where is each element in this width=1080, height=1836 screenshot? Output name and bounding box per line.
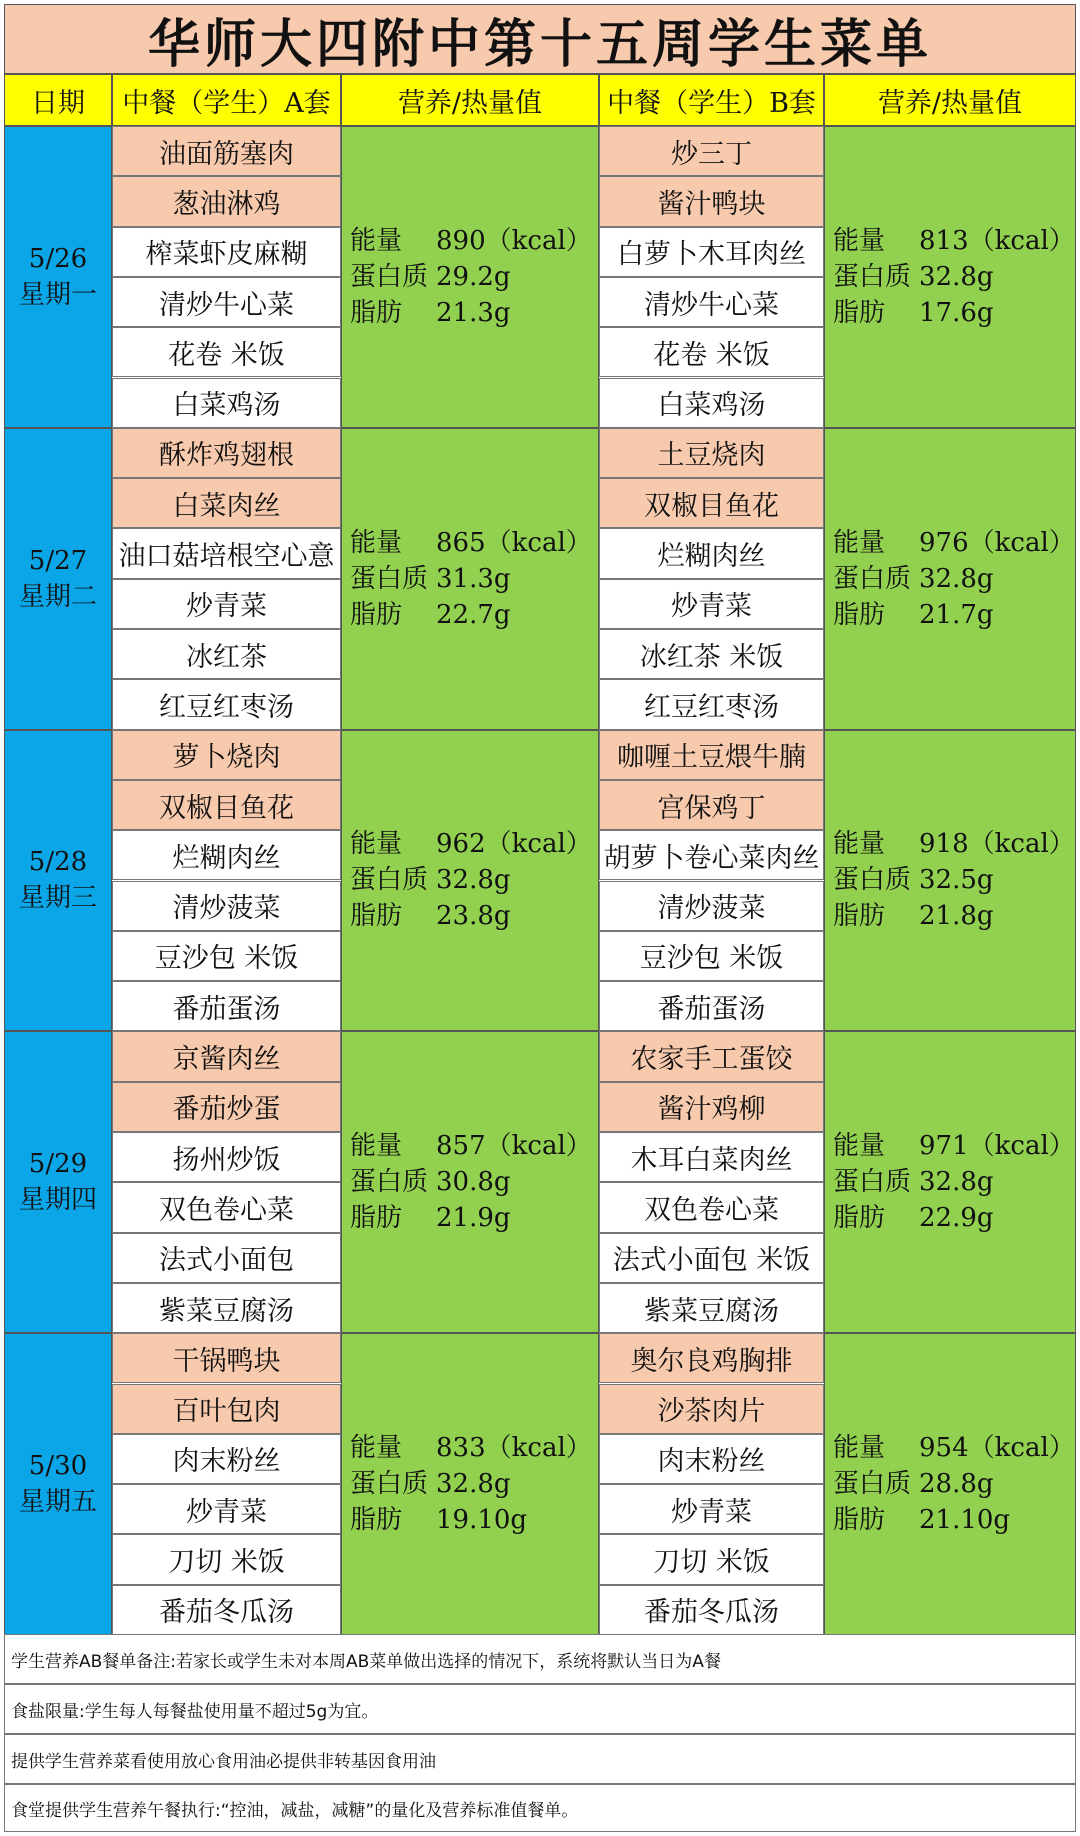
note-line: 食堂提供学生营养午餐执行:“控油，减盐，减糖”的量化及营养标准值餐单。	[4, 1784, 1076, 1832]
nutrition-value-protein: 32.8g	[919, 261, 994, 292]
nutrition-value-energy: 865（kcal）	[436, 527, 592, 558]
nutrition-value-energy: 857（kcal）	[436, 1131, 592, 1162]
nutrition-row-fat	[833, 1200, 994, 1236]
nutrition-row-energy	[833, 826, 1075, 862]
nutrition-value-protein: 32.8g	[919, 1167, 994, 1198]
dish-a: 豆沙包 米饭	[112, 931, 341, 981]
nutrition-value-fat: 21.9g	[436, 1203, 511, 1234]
header-nutrition-a: 营养/热量值	[341, 74, 599, 126]
nutrition-row-fat	[833, 898, 994, 934]
nutrition-row-fat	[350, 1502, 527, 1538]
dish-a: 白菜肉丝	[112, 478, 341, 528]
nutrition-label-fat: 脂肪	[833, 297, 886, 328]
weekday-label: 星期三	[18, 883, 97, 914]
nutrition-row-protein	[350, 1466, 511, 1502]
nutrition-row-energy	[833, 1430, 1075, 1466]
date-label: 5/30	[28, 1451, 88, 1482]
nutrition-cell-a	[341, 126, 599, 428]
nutrition-row-fat	[350, 898, 511, 934]
nutrition-value-protein: 28.8g	[919, 1469, 994, 1500]
nutrition-value-energy: 971（kcal）	[919, 1131, 1075, 1162]
dish-b: 清炒牛心菜	[599, 277, 824, 327]
dish-a: 紫菜豆腐汤	[112, 1283, 341, 1333]
dish-b: 炒青菜	[599, 1484, 824, 1534]
nutrition-label-energy: 能量	[350, 527, 403, 558]
nutrition-value-fat: 21.3g	[436, 297, 511, 328]
note-line: 提供学生营养菜看使用放心食用油必提供非转基因食用油	[4, 1734, 1076, 1784]
dish-b: 清炒菠菜	[599, 881, 824, 931]
note-line: 学生营养AB餐单备注:若家长或学生未对本周AB菜单做出选择的情况下，系统将默认当日为A餐	[4, 1634, 1076, 1684]
dish-a: 榨菜虾皮麻糊	[112, 227, 341, 277]
dish-a: 扬州炒饭	[112, 1132, 341, 1182]
nutrition-row-fat	[833, 295, 994, 331]
dish-b: 紫菜豆腐汤	[599, 1283, 824, 1333]
nutrition-label-protein: 蛋白质	[350, 1469, 429, 1500]
nutrition-row-protein	[833, 1466, 994, 1502]
dish-a: 番茄蛋汤	[112, 981, 341, 1031]
dish-a: 双椒目鱼花	[112, 780, 341, 830]
nutrition-value-energy: 813（kcal）	[919, 225, 1075, 256]
nutrition-row-protein	[350, 862, 511, 898]
dish-b: 红豆红枣汤	[599, 679, 824, 729]
dish-b: 宫保鸡丁	[599, 780, 824, 830]
dish-a: 肉末粉丝	[112, 1434, 341, 1484]
date-cell	[4, 1333, 112, 1635]
nutrition-row-energy	[833, 525, 1075, 561]
nutrition-row-energy	[833, 1128, 1075, 1164]
date-label: 5/26	[28, 243, 88, 274]
nutrition-label-energy: 能量	[833, 829, 886, 860]
nutrition-cell-b	[824, 730, 1076, 1032]
nutrition-label-protein: 蛋白质	[350, 1167, 429, 1198]
dish-a: 双色卷心菜	[112, 1182, 341, 1232]
dish-a: 萝卜烧肉	[112, 730, 341, 780]
dish-a: 番茄冬瓜汤	[112, 1585, 341, 1635]
dish-b: 豆沙包 米饭	[599, 931, 824, 981]
nutrition-label-protein: 蛋白质	[833, 261, 912, 292]
nutrition-value-fat: 22.7g	[436, 599, 511, 630]
nutrition-label-energy: 能量	[350, 1433, 403, 1464]
dish-b: 白萝卜木耳肉丝	[599, 227, 824, 277]
nutrition-cell-a	[341, 730, 599, 1032]
nutrition-row-protein	[833, 1164, 994, 1200]
nutrition-cell-b	[824, 1333, 1076, 1635]
nutrition-value-energy: 890（kcal）	[436, 225, 592, 256]
nutrition-label-fat: 脂肪	[350, 1505, 403, 1536]
dish-b: 咖喱土豆煨牛腩	[599, 730, 824, 780]
nutrition-label-fat: 脂肪	[833, 901, 886, 932]
header-set-b: 中餐（学生）B套	[599, 74, 824, 126]
nutrition-cell-a	[341, 1031, 599, 1333]
nutrition-row-protein	[833, 862, 994, 898]
nutrition-label-energy: 能量	[833, 1131, 886, 1162]
dish-a: 油面筋塞肉	[112, 126, 341, 176]
nutrition-row-protein	[350, 561, 511, 597]
nutrition-label-energy: 能量	[350, 829, 403, 860]
nutrition-value-protein: 32.8g	[436, 865, 511, 896]
nutrition-value-protein: 32.5g	[919, 865, 994, 896]
dish-b: 冰红茶 米饭	[599, 629, 824, 679]
dish-a: 葱油淋鸡	[112, 176, 341, 226]
dish-b: 酱汁鸭块	[599, 176, 824, 226]
nutrition-value-fat: 21.7g	[919, 599, 994, 630]
dish-b: 刀切 米饭	[599, 1534, 824, 1584]
nutrition-label-protein: 蛋白质	[350, 865, 429, 896]
dish-b: 番茄蛋汤	[599, 981, 824, 1031]
dish-b: 奥尔良鸡胸排	[599, 1333, 824, 1383]
nutrition-value-energy: 954（kcal）	[919, 1433, 1075, 1464]
nutrition-row-protein	[833, 259, 994, 295]
dish-b: 农家手工蛋饺	[599, 1031, 824, 1081]
nutrition-row-fat	[350, 1200, 511, 1236]
dish-b: 番茄冬瓜汤	[599, 1585, 824, 1635]
nutrition-row-energy	[350, 826, 592, 862]
dish-b: 胡萝卜卷心菜肉丝	[599, 830, 824, 880]
nutrition-value-fat: 17.6g	[919, 297, 994, 328]
dish-a: 炒青菜	[112, 579, 341, 629]
dish-b: 烂糊肉丝	[599, 528, 824, 578]
nutrition-label-fat: 脂肪	[350, 297, 403, 328]
nutrition-label-fat: 脂肪	[833, 1505, 886, 1536]
dish-a: 白菜鸡汤	[112, 378, 341, 428]
nutrition-label-protein: 蛋白质	[833, 1167, 912, 1198]
date-label: 5/29	[28, 1149, 88, 1180]
dish-b: 法式小面包 米饭	[599, 1233, 824, 1283]
nutrition-label-energy: 能量	[833, 1433, 886, 1464]
nutrition-cell-b	[824, 126, 1076, 428]
dish-a: 干锅鸭块	[112, 1333, 341, 1383]
nutrition-cell-a	[341, 428, 599, 730]
nutrition-row-energy	[350, 223, 592, 259]
dish-a: 冰红茶	[112, 629, 341, 679]
dish-a: 法式小面包	[112, 1233, 341, 1283]
nutrition-value-protein: 32.8g	[436, 1469, 511, 1500]
nutrition-label-energy: 能量	[833, 225, 886, 256]
nutrition-row-energy	[350, 1128, 592, 1164]
header-date: 日期	[4, 74, 112, 126]
nutrition-row-protein	[350, 259, 511, 295]
dish-a: 番茄炒蛋	[112, 1082, 341, 1132]
nutrition-label-protein: 蛋白质	[350, 563, 429, 594]
dish-a: 烂糊肉丝	[112, 830, 341, 880]
nutrition-value-fat: 22.9g	[919, 1203, 994, 1234]
dish-a: 京酱肉丝	[112, 1031, 341, 1081]
nutrition-value-energy: 918（kcal）	[919, 829, 1075, 860]
nutrition-label-fat: 脂肪	[350, 1203, 403, 1234]
nutrition-cell-a	[341, 1333, 599, 1635]
nutrition-label-energy: 能量	[350, 225, 403, 256]
dish-b: 炒三丁	[599, 126, 824, 176]
nutrition-row-energy	[350, 1430, 592, 1466]
dish-a: 酥炸鸡翅根	[112, 428, 341, 478]
nutrition-value-fat: 19.10g	[436, 1505, 528, 1536]
date-cell	[4, 126, 112, 428]
nutrition-value-energy: 833（kcal）	[436, 1433, 592, 1464]
weekday-label: 星期五	[18, 1487, 97, 1518]
dish-a: 清炒牛心菜	[112, 277, 341, 327]
nutrition-label-fat: 脂肪	[350, 599, 403, 630]
nutrition-value-fat: 21.8g	[919, 901, 994, 932]
date-label: 5/27	[28, 545, 88, 576]
dish-b: 木耳白菜肉丝	[599, 1132, 824, 1182]
dish-b: 双椒目鱼花	[599, 478, 824, 528]
nutrition-row-fat	[833, 1502, 1010, 1538]
dish-a: 百叶包肉	[112, 1384, 341, 1434]
nutrition-row-energy	[833, 223, 1075, 259]
nutrition-label-fat: 脂肪	[350, 901, 403, 932]
dish-a: 炒青菜	[112, 1484, 341, 1534]
nutrition-value-fat: 21.10g	[919, 1505, 1011, 1536]
nutrition-value-protein: 30.8g	[436, 1167, 511, 1198]
nutrition-label-protein: 蛋白质	[833, 865, 912, 896]
dish-a: 油口菇培根空心意	[112, 528, 341, 578]
dish-b: 土豆烧肉	[599, 428, 824, 478]
nutrition-row-fat	[833, 597, 994, 633]
menu-title: 华师大四附中第十五周学生菜单	[4, 4, 1076, 74]
nutrition-label-energy: 能量	[833, 527, 886, 558]
date-cell	[4, 1031, 112, 1333]
dish-b: 酱汁鸡柳	[599, 1082, 824, 1132]
weekday-label: 星期二	[18, 581, 97, 612]
dish-a: 清炒菠菜	[112, 881, 341, 931]
nutrition-value-protein: 31.3g	[436, 563, 511, 594]
nutrition-row-protein	[350, 1164, 511, 1200]
dish-b: 白菜鸡汤	[599, 378, 824, 428]
dish-b: 沙茶肉片	[599, 1384, 824, 1434]
nutrition-label-fat: 脂肪	[833, 1203, 886, 1234]
dish-a: 刀切 米饭	[112, 1534, 341, 1584]
nutrition-label-energy: 能量	[350, 1131, 403, 1162]
nutrition-row-fat	[350, 295, 511, 331]
nutrition-label-protein: 蛋白质	[833, 563, 912, 594]
nutrition-label-protein: 蛋白质	[833, 1469, 912, 1500]
date-label: 5/28	[28, 847, 88, 878]
nutrition-value-fat: 23.8g	[436, 901, 511, 932]
header-nutrition-b: 营养/热量值	[824, 74, 1076, 126]
nutrition-row-energy	[350, 525, 592, 561]
note-line: 食盐限量:学生每人每餐盐使用量不超过5g为宜。	[4, 1684, 1076, 1734]
weekday-label: 星期一	[18, 279, 97, 310]
nutrition-value-energy: 962（kcal）	[436, 829, 592, 860]
nutrition-value-protein: 32.8g	[919, 563, 994, 594]
dish-b: 炒青菜	[599, 579, 824, 629]
nutrition-row-protein	[833, 561, 994, 597]
nutrition-row-fat	[350, 597, 511, 633]
date-cell	[4, 428, 112, 730]
weekday-label: 星期四	[18, 1185, 97, 1216]
dish-b: 双色卷心菜	[599, 1182, 824, 1232]
dish-a: 红豆红枣汤	[112, 679, 341, 729]
dish-b: 花卷 米饭	[599, 327, 824, 377]
nutrition-value-protein: 29.2g	[436, 261, 511, 292]
date-cell	[4, 730, 112, 1032]
nutrition-label-fat: 脂肪	[833, 599, 886, 630]
header-set-a: 中餐（学生）A套	[112, 74, 341, 126]
nutrition-cell-b	[824, 428, 1076, 730]
nutrition-label-protein: 蛋白质	[350, 261, 429, 292]
dish-b: 肉末粉丝	[599, 1434, 824, 1484]
nutrition-value-energy: 976（kcal）	[919, 527, 1075, 558]
nutrition-cell-b	[824, 1031, 1076, 1333]
dish-a: 花卷 米饭	[112, 327, 341, 377]
